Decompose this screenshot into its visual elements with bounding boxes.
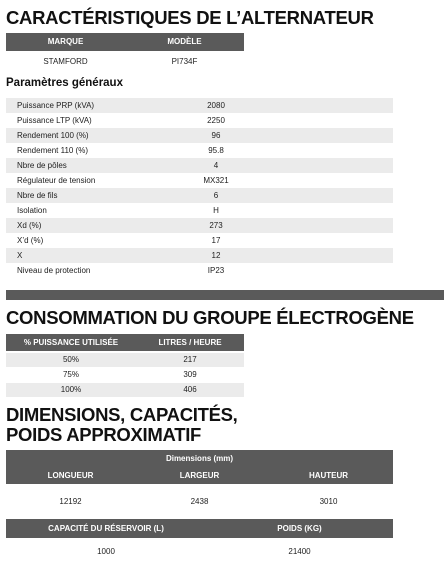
param-value: H (213, 206, 219, 215)
load-value: 50% (62, 355, 79, 364)
param-value: 95.8 (208, 146, 224, 155)
param-label: Isolation (17, 206, 47, 215)
param-row (6, 173, 393, 188)
param-row (6, 188, 393, 203)
dimensions-title-line2: POIDS APPROXIMATIF (6, 424, 202, 445)
param-row (6, 113, 393, 128)
param-label: Niveau de protection (17, 266, 91, 275)
param-value: 96 (211, 131, 221, 140)
param-value: MX321 (203, 176, 229, 185)
alternator-title: CARACTÉRISTIQUES DE L’ALTERNATEUR (6, 7, 374, 28)
brand-column-header: MARQUE (47, 37, 84, 46)
param-value: 6 (213, 191, 219, 200)
param-label: Nbre de fils (17, 191, 58, 200)
general-params-title: Paramètres généraux (6, 77, 123, 89)
brand-value: STAMFORD (43, 57, 88, 66)
liters-value: 406 (183, 385, 197, 394)
load-column-header: % PUISSANCE UTILISÉE (23, 338, 119, 347)
section-divider (6, 290, 444, 300)
param-value: 17 (211, 236, 221, 245)
alternator-brand-header (6, 33, 244, 51)
param-row (6, 248, 393, 263)
height-column-header: HAUTEUR (308, 471, 349, 480)
param-row (6, 218, 393, 233)
param-value: 2080 (207, 101, 225, 110)
param-label: Rendement 100 (%) (17, 131, 89, 140)
param-label: Régulateur de tension (17, 176, 96, 185)
dimensions-values-row (6, 494, 393, 510)
dimensions-subtitle: Dimensions (mm) (165, 454, 234, 463)
weight-column-header: POIDS (KG) (277, 524, 322, 533)
width-value: 2438 (190, 497, 209, 506)
param-row (6, 263, 393, 278)
param-value: IP23 (207, 266, 225, 275)
tank-column-header: CAPACITÉ DU RÉSERVOIR (L) (48, 524, 164, 533)
liters-value: 309 (183, 370, 197, 379)
param-row (6, 203, 393, 218)
length-column-header: LONGUEUR (47, 471, 94, 480)
dimensions-title-line1: DIMENSIONS, CAPACITÉS, (6, 404, 238, 425)
consumption-row (6, 353, 244, 367)
param-label: X’d (%) (17, 236, 44, 245)
tank-value: 1000 (97, 547, 115, 556)
param-row (6, 128, 393, 143)
param-label: Nbre de pôles (17, 161, 67, 170)
param-row (6, 98, 393, 113)
param-row (6, 158, 393, 173)
liters-value: 217 (183, 355, 197, 364)
consumption-title: CONSOMMATION DU GROUPE ÉLECTROGÈNE (6, 307, 414, 328)
weight-value: 21400 (288, 547, 311, 556)
param-label: Puissance PRP (kVA) (17, 101, 95, 110)
param-value: 273 (209, 221, 223, 230)
model-column-header: MODÈLE (167, 37, 202, 46)
consumption-row (6, 383, 244, 397)
liters-column-header: LITRES / HEURE (158, 338, 222, 347)
param-value: 2250 (207, 116, 225, 125)
capacity-header (6, 519, 393, 538)
width-column-header: LARGEUR (179, 471, 220, 480)
consumption-row (6, 368, 244, 382)
height-value: 3010 (319, 497, 338, 506)
length-value: 12192 (59, 497, 82, 506)
model-value: PI734F (171, 57, 198, 66)
consumption-header (6, 334, 244, 351)
load-value: 75% (62, 370, 79, 379)
capacity-values-row (6, 544, 393, 560)
alternator-brand-row (6, 55, 244, 69)
param-label: X (17, 251, 23, 260)
param-row (6, 143, 393, 158)
param-label: Rendement 110 (%) (17, 146, 88, 155)
param-row (6, 233, 393, 248)
load-value: 100% (60, 385, 82, 394)
param-label: Xd (%) (17, 221, 42, 230)
dimensions-header (6, 450, 393, 484)
param-value: 4 (213, 161, 219, 170)
param-value: 12 (211, 251, 221, 260)
param-label: Puissance LTP (kVA) (17, 116, 92, 125)
